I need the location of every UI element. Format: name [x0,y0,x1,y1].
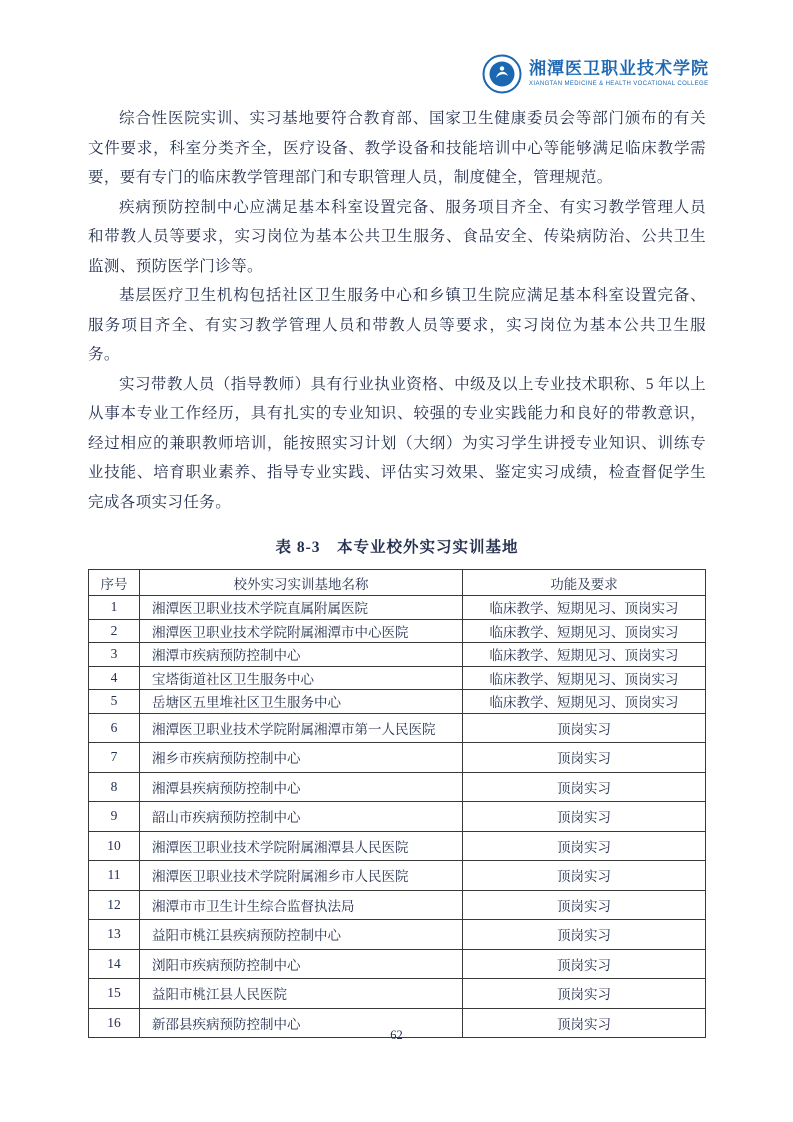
table-cell-func: 顶岗实习 [463,890,706,920]
table-row [89,772,706,802]
table-cell-name: 湘乡市疾病预防控制中心 [140,743,463,773]
table-cell-name: 湘潭医卫职业技术学院附属湘潭县人民医院 [140,831,463,861]
table-cell-no: 3 [89,643,140,667]
header-base-name: 校外实习实训基地名称 [140,570,463,596]
table-cell-func: 顶岗实习 [463,949,706,979]
table-cell-name: 湘潭医卫职业技术学院附属湘潭市第一人民医院 [140,713,463,743]
table-cell-no: 8 [89,772,140,802]
college-emblem-icon [482,54,522,94]
table-cell-no: 16 [89,1008,140,1038]
paragraph-mentor-requirements: 实习带教人员（指导教师）具有行业执业资格、中级及以上专业技术职称、5 年以上从事本专业工作经历，具有扎实的专业知识、较强的专业实践能力和良好的带教意识，经过相应的兼职教师培训，能按照实习计划（大纲）为实习学生讲授专业知识、训练专业技能、培育职业素养、指导专业实践、评估实习效果、鉴定实习成绩，检查督促学生完成各项实习任务。 [88,375,706,511]
table-cell-name: 益阳市桃江县人民医院 [140,979,463,1009]
table-cell-name: 湘潭医卫职业技术学院附属湘潭市中心医院 [140,619,463,643]
main-content [88,104,706,1038]
table-row [89,743,706,773]
table-cell-func: 顶岗实习 [463,920,706,950]
table-cell-name: 益阳市桃江县疾病预防控制中心 [140,920,463,950]
table-cell-no: 4 [89,666,140,690]
table-cell-name: 湘潭医卫职业技术学院附属湘乡市人民医院 [140,861,463,891]
table-cell-name: 湘潭县疾病预防控制中心 [140,772,463,802]
header-serial-number: 序号 [89,570,140,596]
table-cell-name: 湘潭市市卫生计生综合监督执法局 [140,890,463,920]
table-cell-func: 临床教学、短期见习、顶岗实习 [463,690,706,714]
table-row [89,831,706,861]
table-cell-func: 顶岗实习 [463,743,706,773]
table-cell-no: 11 [89,861,140,891]
table-head [89,570,706,596]
table-cell-name: 韶山市疾病预防控制中心 [140,802,463,832]
college-name-cn: 湘潭医卫职业技术学院 [529,59,709,80]
table-cell-no: 7 [89,743,140,773]
table-row [89,596,706,620]
table-cell-func: 顶岗实习 [463,1008,706,1038]
table-cell-no: 5 [89,690,140,714]
table-cell-func: 临床教学、短期见习、顶岗实习 [463,643,706,667]
table-cell-no: 12 [89,890,140,920]
table-cell-no: 10 [89,831,140,861]
table-cell-func: 顶岗实习 [463,831,706,861]
table-cell-name: 湘潭市疾病预防控制中心 [140,643,463,667]
table-cell-func: 临床教学、短期见习、顶岗实习 [463,619,706,643]
table-cell-no: 15 [89,979,140,1009]
college-name [529,60,709,87]
paragraph-hospital-requirements: 综合性医院实训、实习基地要符合教育部、国家卫生健康委员会等部门颁布的有关文件要求，科室分类齐全，医疗设备、教学设备和技能培训中心等能够满足临床教学需要，要有专门的临床教学管理部门和专职管理人员，制度健全，管理规范。 [88,110,706,186]
table-cell-no: 13 [89,920,140,950]
table-row [89,890,706,920]
table-cell-no: 6 [89,713,140,743]
table-cell-func: 顶岗实习 [463,713,706,743]
table-cell-name: 湘潭医卫职业技术学院直属附属医院 [140,596,463,620]
table-row [89,861,706,891]
table-cell-no: 2 [89,619,140,643]
table-cell-func: 顶岗实习 [463,861,706,891]
table-cell-name: 浏阳市疾病预防控制中心 [140,949,463,979]
table-cell-name: 新邵县疾病预防控制中心 [140,1008,463,1038]
table-cell-func: 临床教学、短期见习、顶岗实习 [463,596,706,620]
table-cell-no: 1 [89,596,140,620]
table-row [89,713,706,743]
table-row [89,690,706,714]
paragraph-cdc-requirements: 疾病预防控制中心应满足基本科室设置完备、服务项目齐全、有实习教学管理人员和带教人员等要求，实习岗位为基本公共卫生服务、食品安全、传染病防治、公共卫生监测、预防医学门诊等。 [88,198,706,275]
table-row [89,920,706,950]
table-title: 表 8-3 本专业校外实习实训基地 [275,539,519,556]
page-number: 62 [390,1028,403,1042]
table-cell-name: 宝塔街道社区卫生服务中心 [140,666,463,690]
college-logo [482,54,709,94]
training-bases-table [88,569,706,1038]
table-cell-func: 顶岗实习 [463,979,706,1009]
table-body [89,596,706,1038]
table-row [89,949,706,979]
table-header-row [89,570,706,596]
table-cell-name: 岳塘区五里堆社区卫生服务中心 [140,690,463,714]
table-cell-no: 9 [89,802,140,832]
table-row [89,802,706,832]
table-row [89,979,706,1009]
table-row [89,643,706,667]
table-cell-func: 顶岗实习 [463,802,706,832]
table-cell-func: 顶岗实习 [463,772,706,802]
table-row [89,666,706,690]
header-function: 功能及要求 [463,570,706,596]
college-name-en: XIANGTAN MEDICINE & HEALTH VOCATIONAL COLLEGE [529,81,709,88]
table-cell-func: 临床教学、短期见习、顶岗实习 [463,666,706,690]
paragraph-primary-care-requirements: 基层医疗卫生机构包括社区卫生服务中心和乡镇卫生院应满足基本科室设置完备、服务项目齐全、有实习教学管理人员和带教人员等要求，实习岗位为基本公共卫生服务。 [88,287,706,363]
table-cell-no: 14 [89,949,140,979]
table-row [89,619,706,643]
